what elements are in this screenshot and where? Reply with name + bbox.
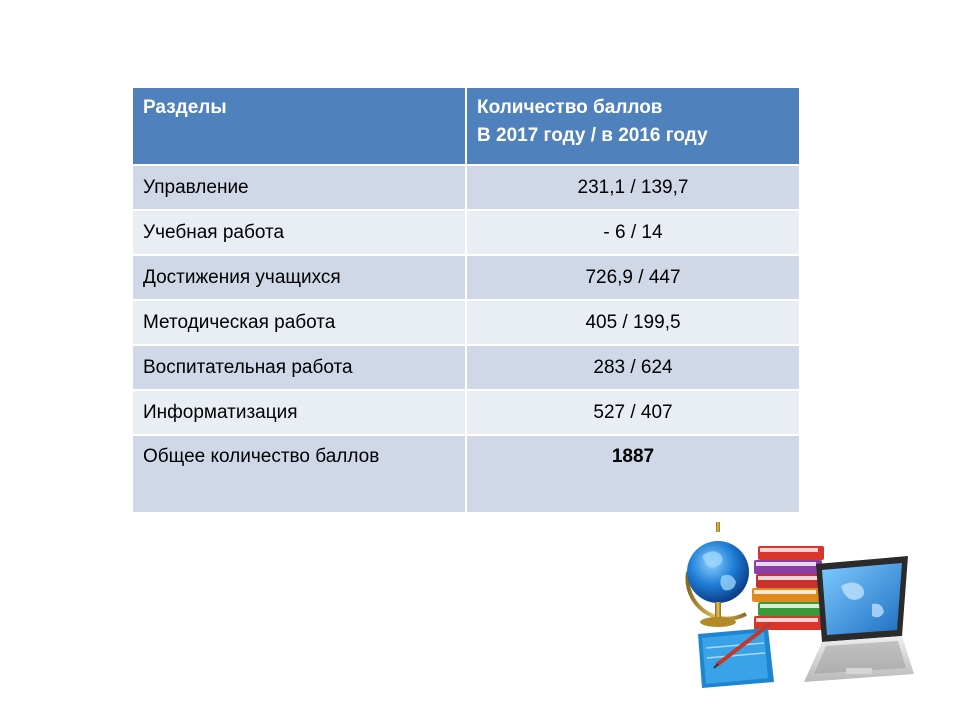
books-icon: [752, 546, 826, 630]
laptop-icon: [804, 556, 914, 682]
table-row: [133, 165, 800, 210]
table-header-row: [133, 88, 800, 165]
row-section: Учебная работа: [133, 210, 466, 255]
total-label: Общее количество баллов: [133, 435, 466, 513]
row-section: Достижения учащихся: [133, 255, 466, 300]
education-clipart: [676, 516, 916, 696]
header-sections-label: Разделы: [143, 97, 227, 118]
notebook-icon: [698, 628, 774, 688]
header-scores: [466, 88, 800, 165]
scores-table: [133, 88, 801, 514]
row-section: Информатизация: [133, 390, 466, 435]
row-score: 283 / 624: [466, 345, 800, 390]
row-score: 405 / 199,5: [466, 300, 800, 345]
table-row: [133, 390, 800, 435]
header-scores-line1: Количество баллов: [477, 97, 663, 118]
total-score: 1887: [466, 435, 800, 513]
row-score: - 6 / 14: [466, 210, 800, 255]
table-row: [133, 210, 800, 255]
row-section: Воспитательная работа: [133, 345, 466, 390]
total-row: [133, 435, 800, 513]
row-score: 726,9 / 447: [466, 255, 800, 300]
table-row: [133, 300, 800, 345]
globe-icon: [687, 522, 749, 627]
row-section: Методическая работа: [133, 300, 466, 345]
header-sections: [133, 88, 466, 165]
row-score: 231,1 / 139,7: [466, 165, 800, 210]
row-section: Управление: [133, 165, 466, 210]
table-row: [133, 255, 800, 300]
row-score: 527 / 407: [466, 390, 800, 435]
table-row: [133, 345, 800, 390]
header-scores-line2: В 2017 году / в 2016 году: [477, 125, 708, 146]
